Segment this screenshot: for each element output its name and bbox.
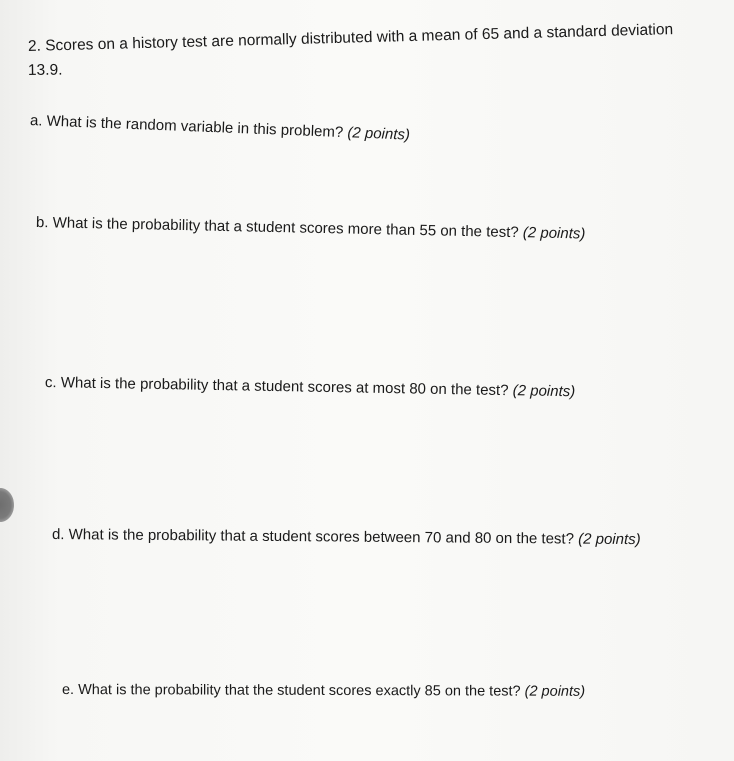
part-c bbox=[45, 374, 576, 400]
part-e-points: (2 points) bbox=[524, 683, 586, 700]
part-a-text: a. What is the random variable in this problem? bbox=[29, 112, 344, 142]
part-e-text: e. What is the probability that the student scores exactly 85 on the test? bbox=[61, 682, 521, 700]
binder-hole bbox=[0, 488, 14, 522]
part-c-text: c. What is the probability that a student scores at most 80 on the test? bbox=[44, 374, 509, 400]
part-d bbox=[52, 526, 641, 548]
question-intro-line1: 2. Scores on a history test are normally distributed with a mean of 65 and a standard deviation bbox=[27, 21, 674, 55]
part-a bbox=[30, 112, 411, 144]
part-b-text: b. What is the probability that a student scores more than 55 on the test? bbox=[35, 214, 519, 242]
part-e bbox=[62, 682, 585, 700]
question-intro-line2: 13.9. bbox=[27, 61, 63, 79]
part-c-points: (2 points) bbox=[512, 382, 576, 401]
part-b-points: (2 points) bbox=[522, 224, 586, 243]
part-d-points: (2 points) bbox=[578, 530, 641, 549]
part-a-points: (2 points) bbox=[347, 124, 411, 144]
part-b bbox=[36, 214, 586, 243]
part-d-text: d. What is the probability that a student scores between 70 and 80 on the test? bbox=[51, 526, 575, 548]
